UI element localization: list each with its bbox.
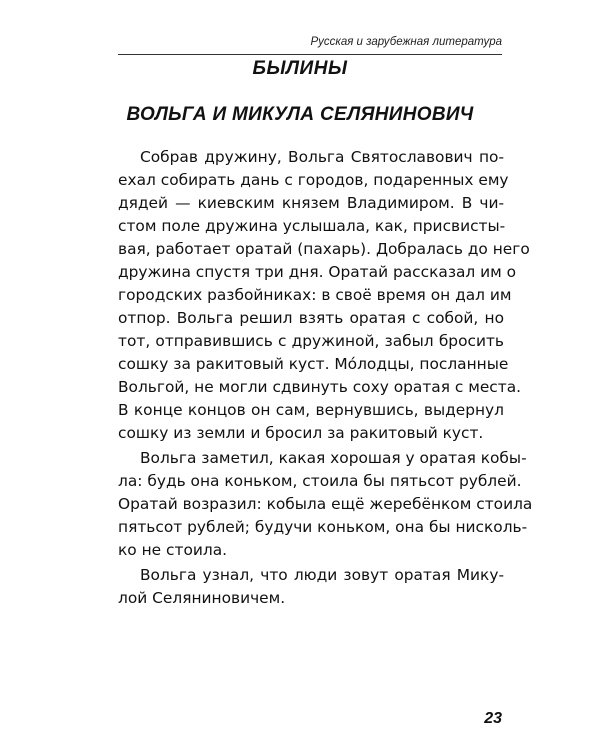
text-line: Оратай возразил: кобыла ещё жеребёнком стоила [118, 495, 533, 513]
story-title: ВОЛЬГА И МИКУЛА СЕЛЯНИНОВИЧ [126, 104, 474, 125]
text-line: пятьсот рублей; будучи коньком, она бы нисколь- [118, 518, 528, 536]
header-divider [118, 54, 502, 55]
text-line: лой Селяниновичем. [118, 589, 286, 607]
text-line: сошку из земли и бросил за ракитовый куст. [118, 424, 484, 442]
text-line: дядей — киевским князем Владимиром. В чи- [118, 194, 504, 212]
text-line: отпор. Вольга решил взять оратая с собой, но [118, 309, 504, 327]
text-line: Вольгой, не могли сдвинуть соху оратая с места. [118, 378, 522, 396]
text-line: ла: будь она коньком, стоила бы пятьсот рублей. [118, 472, 522, 490]
text-line: стом поле дружина услышала, как, присвисты- [118, 217, 506, 235]
paragraph [118, 564, 504, 610]
section-title: БЫЛИНЫ [252, 58, 348, 79]
text-line: Вольга заметил, какая хорошая у оратая кобы- [140, 449, 527, 467]
paragraph [118, 146, 530, 445]
body-text [118, 146, 533, 612]
page-number: 23 [484, 710, 502, 727]
text-line: тот, отправившись с дружиной, забыл бросить [118, 332, 504, 350]
text-line: сошку за ракитовый куст. Мо́лодцы, посланные [118, 355, 509, 373]
text-line: вая, работает оратай (пахарь). Добралась до него [118, 240, 530, 258]
text-line: В конце концов он сам, вернувшись, выдернул [118, 401, 504, 419]
text-line: городских разбойниках: в своё время он дал им [118, 286, 512, 304]
text-line: ко не стоила. [118, 541, 228, 559]
text-line: Вольга узнал, что люди зовут оратая Мику- [140, 566, 504, 584]
running-header: Русская и зарубежная литература [310, 36, 502, 48]
text-line: Собрав дружину, Вольга Святославович по- [140, 148, 504, 166]
text-line: ехал собирать дань с городов, подаренных ему [118, 171, 509, 189]
paragraph [118, 447, 533, 562]
text-line: дружина спустя три дня. Оратай рассказал им о [118, 263, 517, 281]
